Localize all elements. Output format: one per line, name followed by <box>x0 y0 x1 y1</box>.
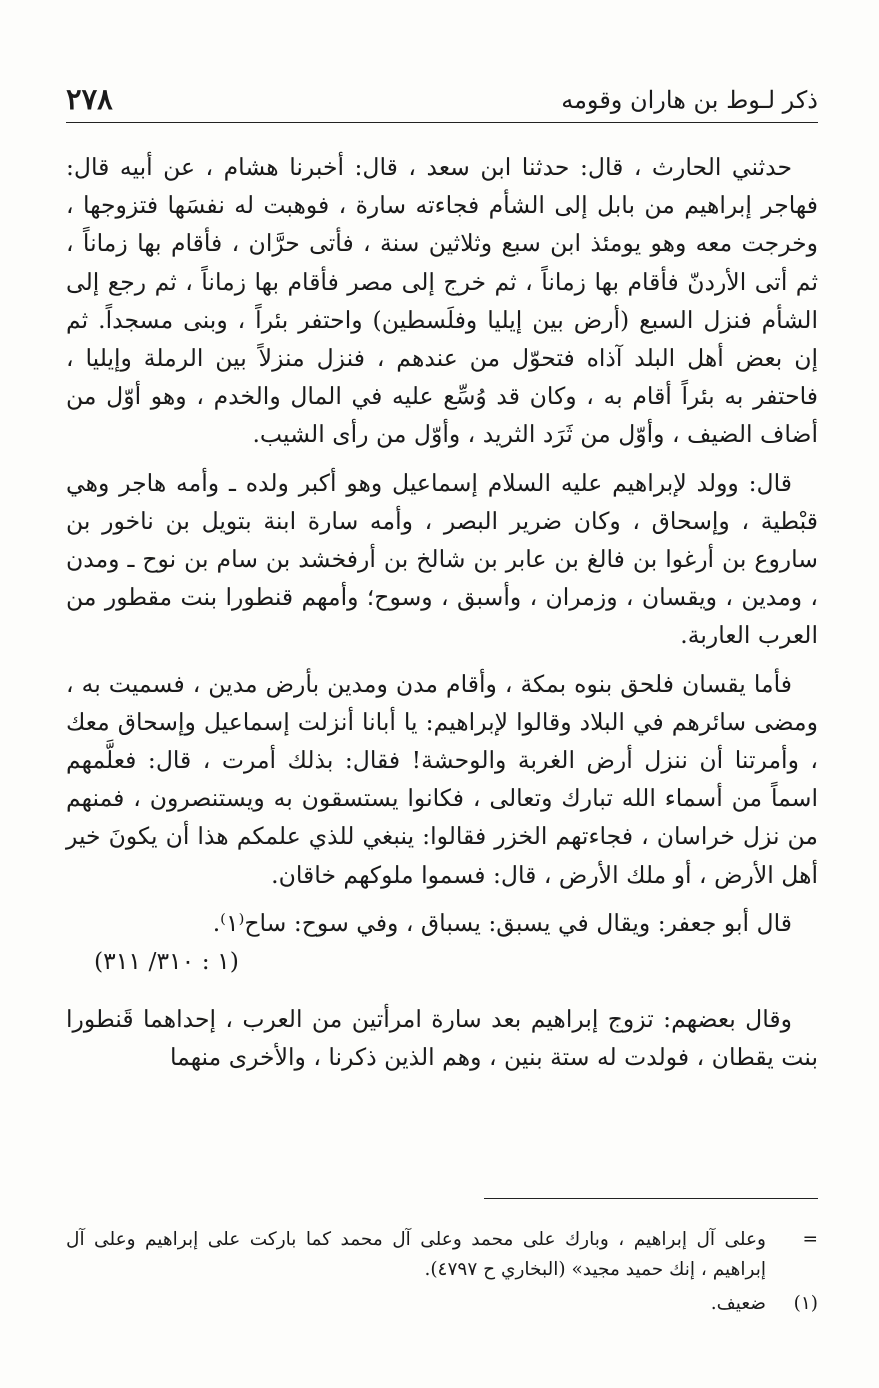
page-header <box>66 78 818 123</box>
footnote-continued-mark: = <box>802 1229 818 1250</box>
footnote-1 <box>66 1289 818 1319</box>
footnote-1-mark: (١) <box>793 1293 818 1314</box>
paragraph-1: حدثني الحارث ، قال: حدثنا ابن سعد ، قال: أخبرنا هشام ، عن أبيه قال: فهاجر إبراهيم من بابل إلى الشأم فجاءته سارة ، فوهبت له نفسَها فتزوجها ، وخرجت معه وهو يومئذ ابن سبع وثلاثين سنة ، فأتى حرَّان ، فأقام بها زماناً ، ثم أتى الأردنّ فأقام بها زماناً ، ثم خرج إلى مصر فأقام بها زماناً ، ثم رجع إلى الشأم فنزل السبع (أرض بين إيليا وفلَسطين) واحتفر بئراً ، وبنى مسجداً. ثم إن بعض أهل البلد آذاه فتحوّل من عندهم ، فنزل منزلاً بين الرملة وإيليا ، فاحتفر به بئراً أقام به ، وكان قد وُسِّع عليه في المال والخدم ، وهو أوّل من أضاف الضيف ، وأوّل من ثَرَد الثريد ، وأوّل من رأى الشيب. <box>66 153 818 449</box>
source-reference <box>66 942 818 980</box>
footnote-continued-text: وعلى آل إبراهيم ، وبارك على محمد وعلى آل محمد كما باركت على إبراهيم وعلى آل إبراهيم ، إنك حميد مجيد» (البخاري ح ٤٧٩٧). <box>66 1229 766 1280</box>
footnote-1-text: ضعيف. <box>710 1293 766 1314</box>
footnote-separator <box>484 1198 818 1199</box>
paragraph-2: قال: وولد لإبراهيم عليه السلام إسماعيل وهو أكبر ولده ـ وأمه هاجر وهي قبْطية ، وإسحاق ، وكان ضرير البصر ، وأمه سارة ابنة بتويل بن ناخور بن ساروع بن أرغوا بن فالغ بن عابر بن شالخ بن أرفخشد بن سام بن نوح ـ ومدن ، ومدين ، ويقسان ، وزمران ، وأسبق ، وسوح؛ وأمهم قنطورا بنت مقطور من العرب العاربة. <box>66 468 818 650</box>
footnote-continued <box>66 1225 818 1285</box>
paragraph-5: وقال بعضهم: تزوج إبراهيم بعد سارة امرأتين من العرب ، إحداهما قَنطورا بنت يقطان ، فولدت له ستة بنين ، وهم الذين ذكرنا ، والأخرى منهما <box>66 1005 818 1072</box>
page-number: ٢٧٨ <box>66 82 113 116</box>
footnotes <box>66 1225 818 1319</box>
source-reference-text: (١ : ٣١٠/ ٣١١) <box>94 947 239 976</box>
paragraph-4: قال أبو جعفر: ويقال في يسبق: يسباق ، وفي سوح: ساح⁽١⁾. <box>212 908 792 937</box>
paragraph-3: فأما يقسان فلحق بنوه بمكة ، وأقام مدن ومدين بأرض مدين ، فسميت به ، ومضى سائرهم في البلاد وقالوا لإبراهيم: يا أبانا أنزلت إسماعيل وإسحاق معك ، وأمرتنا أن ننزل أرض الغربة والوحشة! فقال: بذلك أمرت ، قال: فعلَّمهم اسماً من أسماء الله تبارك وتعالى ، فكانوا يستسقون به ويستنصرون ، فمنهم من نزل خراسان ، فجاءتهم الخزر فقالوا: ينبغي للذي علمكم هذا أن يكونَ خير أهل الأرض ، أو ملك الأرض ، قال: فسموا ملوكهم خاقان. <box>66 669 818 889</box>
main-text <box>66 148 818 1087</box>
running-title: ذكر لـوط بن هاران وقومه <box>561 86 818 114</box>
